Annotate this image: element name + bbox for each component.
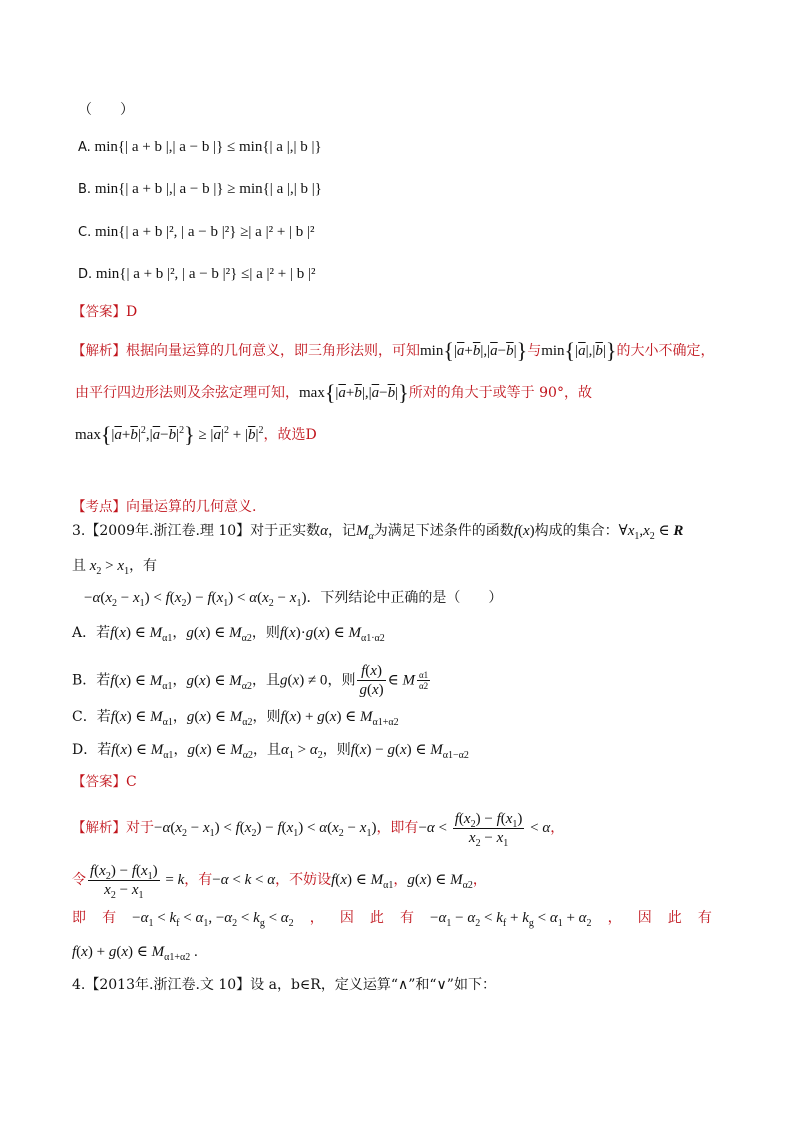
question-4-stem: 4.【2013年.浙江卷.文 10】设 a，b∈R，定义运算“∧”和“∨”如下： [72, 977, 496, 993]
option-c: C. min{| a + b |², | a − b |²} ≥| a |² + | b |² [78, 224, 315, 240]
question-3-option-a: A．若f(x) ∈ $M_{\alpha 1}$，g(x) ∈ $M_{\alpha 2}$，则f(x)·g(x) ∈ $M_{\alpha 1\cdot\alpha 2}$ [72, 625, 385, 644]
analysis-q2-line2: 由平行四边形法则及余弦定理可知，$\max\{|\overline{a}+\overline{b}|,|\overline{a}-\overline{b}|\}$所对的角大于或等于 90°，故 [75, 380, 592, 405]
analysis-q3-line3: 即 有 $-\alpha_1 < k_f < \alpha_1$, $-\alpha_2 < k_g < \alpha_2$ ， 因 此 有 $-\alpha_1 - \alpha_2 < k_f + k_g < \alpha_1 + \alpha_2$ ， 因 此 有 [72, 910, 712, 929]
answer-q3: 【答案】C [72, 774, 137, 790]
analysis-q3-line2: 令 $\frac{f(x_2) - f(x_1)}{x_2 - x_1}$ = k，有−α < k < α，不妨设f(x) ∈ $M_{\alpha 1}$，g(x) ∈ $M_{\alpha 2}$， [72, 863, 487, 901]
option-a: A. min{| a + b |,| a − b |} ≤ min{| a |,| b |} [78, 139, 322, 155]
question-3-option-b: B．若f(x) ∈ $M_{\alpha 1}$，g(x) ∈ $M_{\alpha 2}$，且g(x) ≠ 0，则 $\frac{f(x)}{g(x)}$ ∈ M $\frac{\alpha 1}{\alpha 2}$ [72, 663, 429, 698]
analysis-q3-line4: f(x) + g(x) ∈ $M_{\alpha 1+\alpha 2}$ . [72, 944, 198, 963]
question-3-stem: 3.【2009年.浙江卷.理 10】对于正实数α，记$M_\alpha$为满足下述条件的函数f(x)构成的集合：$\forall x_1,x_2$ ∈ R [72, 523, 684, 542]
answer-q2: 【答案】D [72, 304, 138, 320]
analysis-q2-line3: $\max\{|\overline{a}+\overline{b}|^2,|\overline{a}-\overline{b}|^2\} \ge |\overline{a}|^2 + |\overline{b}|^2$，故选D [75, 422, 317, 447]
analysis-q3-line1: 【解析】对于$-\alpha(x_2 - x_1) < f(x_2) - f(x_1) < \alpha(x_2 - x_1)$，即有−α < $\frac{f(x_2) - f(x_1)}{x_2 - x_1}$ < α， [72, 811, 565, 849]
question-paren: （ ） [78, 102, 134, 118]
option-d: D. min{| a + b |², | a − b |²} ≤| a |² + | b |² [78, 266, 316, 282]
question-3-line2: 且 $x_2 > x_1$，有 [72, 558, 158, 577]
analysis-q2-line1: 【解析】根据向量运算的几何意义，即三角形法则，可知$\min\{|\overline{a}+\overline{b}|,|\overline{a}-\overline{b}|\}$与$\min\{|\overline{a}|,|\overline{b}|\}$的大小不确定， [72, 338, 715, 363]
option-b: B. min{| a + b |,| a − b |} ≥ min{| a |,| b |} [78, 181, 322, 197]
question-3-condition: $-\alpha(x_2 - x_1) < f(x_2) - f(x_1) < \alpha(x_2 - x_1)$．下列结论中正确的是（ ） [84, 590, 503, 609]
point-q2: 【考点】向量运算的几何意义. [72, 499, 257, 515]
question-3-option-d: D．若f(x) ∈ $M_{\alpha 1}$，g(x) ∈ $M_{\alpha 2}$，且$\alpha_1 > \alpha_2$，则f(x) − g(x) ∈ $M_{\alpha 1-\alpha 2}$ [72, 742, 469, 761]
question-3-option-c: C．若f(x) ∈ $M_{\alpha 1}$，g(x) ∈ $M_{\alpha 2}$，则f(x) + g(x) ∈ $M_{\alpha 1+\alpha 2}$ [72, 709, 399, 728]
